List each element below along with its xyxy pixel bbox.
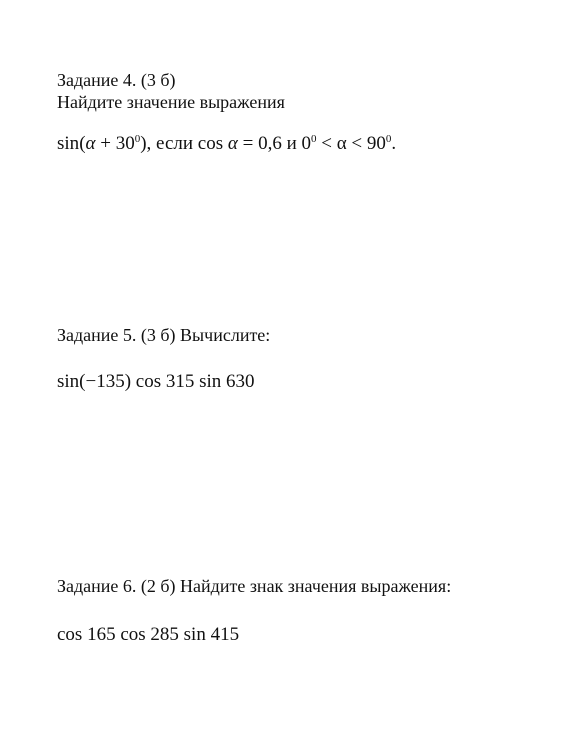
task-4-heading: Задание 4. (3 б) bbox=[57, 70, 176, 90]
task-4-expression bbox=[57, 132, 556, 156]
sin-func: sin bbox=[57, 133, 80, 154]
task-6-heading: Задание 6. (2 б) Найдите знак значения выражения: bbox=[57, 576, 452, 596]
degree-sign: 0 bbox=[134, 133, 141, 145]
equals-value: = 0,6 bbox=[237, 133, 282, 154]
condition-text: , если bbox=[146, 133, 198, 154]
plus-term: + 30 bbox=[95, 133, 135, 154]
range-start: и 0 bbox=[281, 133, 311, 154]
period: . bbox=[391, 133, 397, 154]
task-5-expression: sin(−135) cos 315 sin 630 bbox=[57, 371, 255, 392]
open-paren: ( bbox=[79, 133, 86, 154]
alpha-var: α bbox=[85, 133, 96, 154]
alpha-var-2: α bbox=[227, 133, 238, 154]
degree-sign-3: 0 bbox=[385, 133, 392, 145]
cos-func: cos bbox=[197, 133, 228, 154]
task-6-expression: cos 165 cos 285 sin 415 bbox=[57, 624, 240, 645]
close-paren: ) bbox=[140, 133, 147, 154]
task-4 bbox=[57, 69, 556, 156]
task-6 bbox=[57, 575, 556, 647]
task-5-heading: Задание 5. (3 б) Вычислите: bbox=[57, 325, 271, 345]
task-5 bbox=[57, 324, 556, 394]
range-mid: < α < 90 bbox=[316, 133, 386, 154]
degree-sign-2: 0 bbox=[311, 133, 317, 145]
task-4-prompt: Найдите значение выражения bbox=[57, 92, 285, 112]
